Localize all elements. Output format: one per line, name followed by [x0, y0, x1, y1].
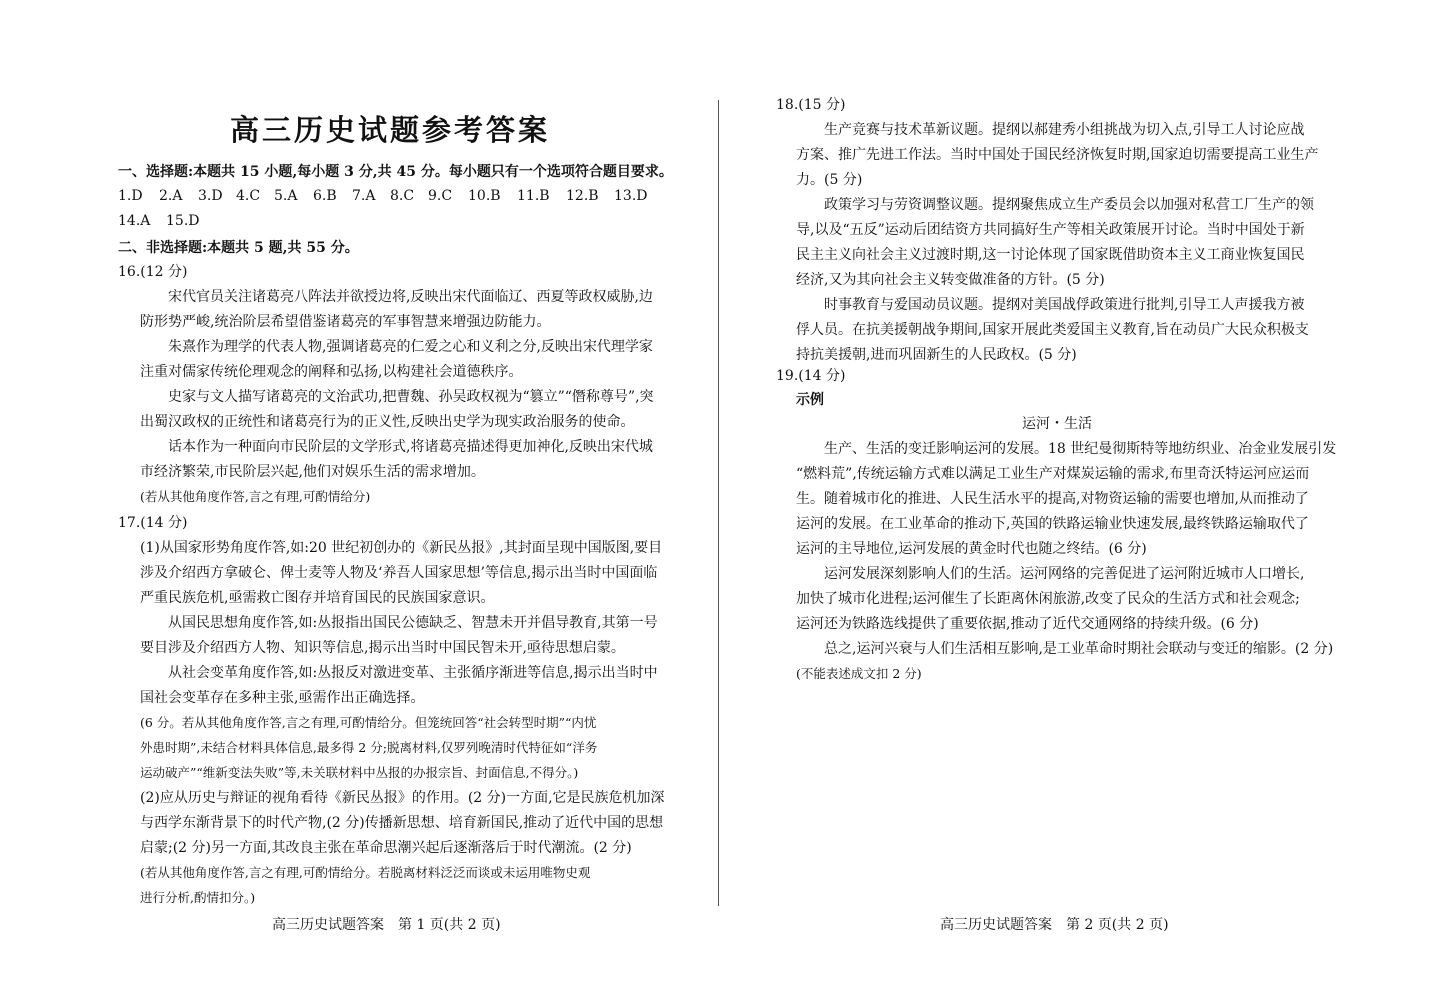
q16-line: 话本作为一种面向市民阶层的文学形式,将诸葛亮描述得更加神化,反映出宋代城 — [168, 439, 653, 455]
mc-answer: 2.A — [159, 188, 183, 204]
q18-line: 持抗美援朝,进而巩固新生的人民政权。(5 分) — [796, 347, 1077, 363]
mc-answer: 5.A — [274, 188, 298, 204]
mc-answer: 10.B — [468, 188, 501, 204]
q16-label: 16.(12 分) — [118, 264, 188, 280]
q17-scoring-note: 外患时期”,未结合材料具体信息,最多得 2 分;脱离材料,仅罗列晚清时代特征如“洋务 — [140, 740, 598, 755]
q17-line: 从社会变革角度作答,如:丛报反对激进变革、主张循序渐进等信息,揭示出当时中 — [168, 665, 658, 681]
mc-answer: 7.A — [352, 188, 376, 204]
mc-answer: 12.B — [566, 188, 599, 204]
q18-line: 民主主义向社会主义过渡时期,这一讨论体现了国家既借助资本主义工商业恢复国民 — [796, 247, 1305, 263]
q19-line: 运河的发展。在工业革命的推动下,英国的铁路运输业快速发展,最终铁路运输取代了 — [796, 516, 1309, 532]
q17-line: 涉及介绍西方拿破仑、俾士麦等人物及‘养吾人国家思想’等信息,揭示出当时中国面临 — [140, 565, 658, 581]
mc-answer: 3.D — [198, 188, 223, 204]
page-title: 高三历史试题参考答案 — [229, 113, 550, 147]
q19-scoring-note: (不能表述成文扣 2 分) — [796, 666, 922, 681]
q18-line: 政策学习与劳资调整议题。提纲聚焦成立生产委员会以加强对私营工厂生产的领 — [824, 197, 1314, 213]
q18-line: 方案、推广先进工作法。当时中国处于国民经济恢复时期,国家迫切需要提高工业生产 — [796, 147, 1319, 163]
page-left — [0, 0, 718, 1002]
q16-scoring-note: (若从其他角度作答,言之有理,可酌情给分) — [140, 489, 371, 504]
q19-line: 运河的主导地位,运河发展的黄金时代也随之终结。(6 分) — [796, 541, 1147, 557]
mc-answer: 4.C — [236, 188, 261, 204]
q16-line: 注重对儒家传统伦理观念的阐释和弘扬,以构建社会道德秩序。 — [140, 364, 523, 380]
q18-line: 时事教育与爱国动员议题。提纲对美国战俘政策进行批判,引导工人声援我方被 — [824, 297, 1305, 313]
mc-answer: 11.B — [517, 188, 550, 204]
section1-header: 一、选择题:本题共 15 小题,每小题 3 分,共 45 分。每小题只有一个选项符合题目要求。 — [118, 164, 673, 180]
q18-line: 俘人员。在抗美援朝战争期间,国家开展此类爱国主义教育,旨在动员广大民众积极支 — [796, 322, 1309, 338]
q17-line: 严重民族危机,亟需救亡图存并培育国民的民族国家意识。 — [140, 590, 495, 606]
q16-line: 防形势严峻,统治阶层希望借鉴诸葛亮的军事智慧来增强边防能力。 — [140, 314, 551, 330]
q17-2-scoring-note: 进行分析,酌情扣分。) — [140, 890, 256, 905]
section2-header: 二、非选择题:本题共 5 题,共 55 分。 — [118, 240, 359, 256]
q19-label: 19.(14 分) — [776, 368, 846, 384]
q17-scoring-note: (6 分。若从其他角度作答,言之有理,可酌情给分。但笼统回答“社会转型时期”“内忧 — [140, 715, 597, 730]
q17-line: 国社会变革存在多种主张,亟需作出正确选择。 — [140, 690, 425, 706]
q16-line: 朱熹作为理学的代表人物,强调诸葛亮的仁爱之心和义利之分,反映出宋代理学家 — [168, 339, 653, 355]
q19-line: 运河发展深刻影响人们的生活。运河网络的完善促进了运河附近城市人口增长, — [824, 566, 1305, 582]
q16-line: 宋代官员关注诸葛亮八阵法并欲授边将,反映出宋代面临辽、西夏等政权威胁,边 — [168, 289, 653, 305]
q19-line: 总之,运河兴衰与人们生活相互影响,是工业革命时期社会联动与变迁的缩影。(2 分) — [824, 641, 1334, 657]
mc-answer: 1.D — [118, 188, 143, 204]
page-right — [718, 0, 1437, 1002]
example-label: 示例 — [796, 392, 824, 408]
q19-line: 运河还为铁路选线提供了重要依据,推动了近代交通网络的持续升级。(6 分) — [796, 616, 1259, 632]
q18-line: 导,以及“五反”运动后团结资方共同搞好生产等相关政策展开讨论。当时中国处于新 — [796, 222, 1305, 238]
q17-line: 从国民思想角度作答,如:丛报指出国民公德缺乏、智慧未开并倡导教育,其第一号 — [168, 615, 658, 631]
q17-2-line: 启蒙;(2 分)另一方面,其改良主张在革命思潮兴起后逐渐落后于时代潮流。(2 分) — [140, 840, 632, 856]
q19-line: 加快了城市化进程;运河催生了长距离休闲旅游,改变了民众的生活方式和社会观念; — [796, 591, 1300, 607]
q17-2-line: (2)应从历史与辩证的视角看待《新民丛报》的作用。(2 分)一方面,它是民族危机加深 — [140, 790, 665, 806]
q17-line: (1)从国家形势角度作答,如:20 世纪初创办的《新民丛报》,其封面呈现中国版图,要目 — [140, 540, 663, 556]
q17-line: 要目涉及介绍西方人物、知识等信息,揭示出当时中国民智未开,亟待思想启蒙。 — [140, 640, 625, 656]
mc-answer: 6.B — [313, 188, 337, 204]
q17-scoring-note: 运动破产”“维新变法失败”等,未关联材料中丛报的办报宗旨、封面信息,不得分。) — [140, 765, 579, 780]
essay-title: 运河・生活 — [1022, 416, 1092, 432]
q19-line: 生。随着城市化的推进、人民生活水平的提高,对物资运输的需要也增加,从而推动了 — [796, 491, 1309, 507]
q19-line: 生产、生活的变迁影响运河的发展。18 世纪曼彻斯特等地纺织业、冶金业发展引发 — [824, 441, 1337, 457]
mc-answer: 9.C — [428, 188, 453, 204]
q16-line: 市经济繁荣,市民阶层兴起,他们对娱乐生活的需求增加。 — [140, 464, 485, 480]
q16-line: 出蜀汉政权的正统性和诸葛亮行为的正义性,反映出史学为现实政治服务的使命。 — [140, 414, 635, 430]
q18-line: 经济,又为其向社会主义转变做准备的方针。(5 分) — [796, 272, 1105, 288]
q18-line: 生产竞赛与技术革新议题。提纲以郝建秀小组挑战为切入点,引导工人讨论应战 — [824, 122, 1305, 138]
mc-answer: 14.A — [118, 213, 151, 229]
mc-answer: 13.D — [614, 188, 648, 204]
q19-line: “燃料荒”,传统运输方式难以满足工业生产对煤炭运输的需求,布里奇沃特运河应运而 — [796, 466, 1310, 482]
mc-answer: 8.C — [390, 188, 415, 204]
q17-2-line: 与西学东渐背景下的时代产物,(2 分)传播新思想、培育新国民,推动了近代中国的思想 — [140, 815, 664, 831]
q17-label: 17.(14 分) — [118, 515, 188, 531]
q17-2-scoring-note: (若从其他角度作答,言之有理,可酌情给分。若脱离材料泛泛而谈或未运用唯物史观 — [140, 865, 591, 880]
page-footer: 高三历史试题答案 第 1 页(共 2 页) — [272, 917, 501, 933]
q16-line: 史家与文人描写诸葛亮的文治武功,把曹魏、孙吴政权视为“篡立”“僭称尊号”,突 — [168, 389, 654, 405]
mc-answer: 15.D — [166, 213, 200, 229]
q18-label: 18.(15 分) — [776, 97, 846, 113]
page-footer: 高三历史试题答案 第 2 页(共 2 页) — [940, 917, 1169, 933]
q18-line: 力。(5 分) — [796, 172, 863, 188]
